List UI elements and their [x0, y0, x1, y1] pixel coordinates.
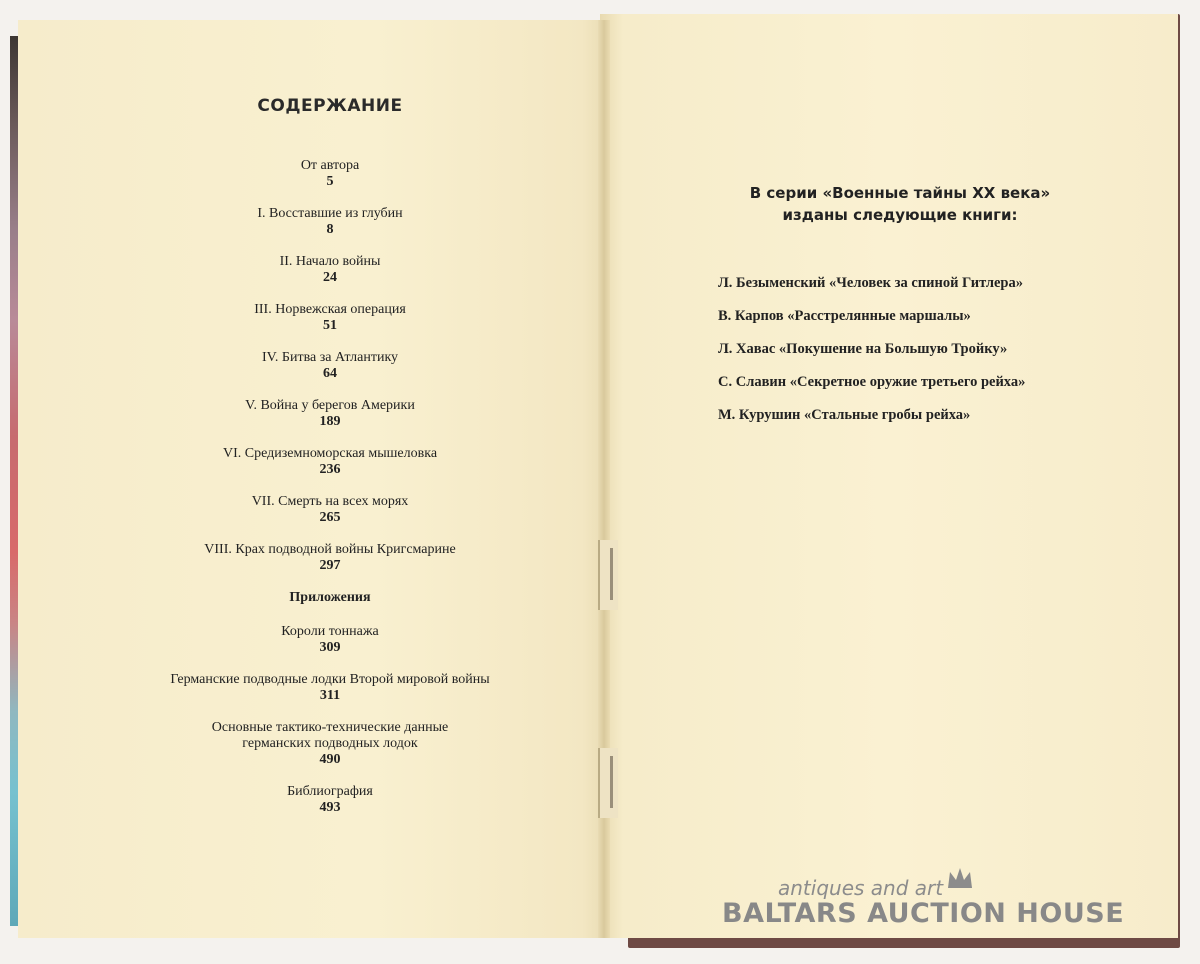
toc-entry-page: 5: [326, 174, 334, 189]
toc-entry-page: 265: [319, 510, 341, 525]
series-list-block: [690, 182, 1110, 439]
series-book-item: В. Карпов «Расстрелянные маршалы»: [718, 308, 971, 324]
toc-entry-label: Библиография: [287, 784, 373, 799]
series-heading-line2: изданы следующие книги:: [782, 206, 1018, 224]
toc-entry-label: Германские подводные лодки Второй мировой войны: [170, 672, 490, 687]
toc-entry: [130, 158, 530, 190]
toc-entry-page: 51: [323, 318, 337, 333]
toc-entry-label: III. Норвежская операция: [254, 302, 406, 317]
series-book-item: М. Курушин «Стальные гробы рейха»: [718, 407, 971, 423]
toc-entry-label: VIII. Крах подводной войны Кригсмарине: [204, 542, 456, 557]
toc-entry-page: 24: [323, 270, 337, 285]
watermark-tagline: antiques and art: [778, 876, 944, 900]
series-book-item: С. Славин «Секретное оружие третьего рейха»: [718, 374, 1026, 390]
torn-binding-lower: [598, 748, 618, 818]
series-book-item: Л. Хавас «Покушение на Большую Тройку»: [718, 341, 1008, 357]
series-heading-line1: В серии «Военные тайны XX века»: [749, 184, 1051, 202]
toc-entry: [130, 302, 530, 334]
crown-icon: [946, 866, 974, 892]
toc-entry-page: 490: [319, 752, 341, 767]
toc-entry: [130, 254, 530, 286]
binding-thread-upper: [610, 548, 613, 600]
toc-entry-label: IV. Битва за Атлантику: [261, 350, 399, 365]
toc-entry: [130, 672, 530, 704]
toc-entry-label: VI. Средиземноморская мышеловка: [222, 446, 438, 461]
toc-title: СОДЕРЖАНИЕ: [257, 96, 403, 116]
toc-entry-page: 189: [319, 414, 341, 429]
toc-entry-page: 64: [323, 366, 337, 381]
auction-house-watermark: [718, 862, 1138, 942]
right-page: [600, 14, 1178, 938]
toc-section-appendices: Приложения: [289, 590, 371, 605]
toc-entry-label: От автора: [300, 158, 360, 173]
toc-entry-label: VII. Смерть на всех морях: [251, 494, 409, 509]
toc-entry-label: I. Восставшие из глубин: [257, 206, 403, 221]
toc-chapter-list: [130, 158, 530, 574]
table-of-contents: [130, 96, 530, 832]
toc-entry-page: 236: [319, 462, 341, 477]
toc-entry: [130, 446, 530, 478]
toc-entry: [130, 720, 530, 768]
toc-entry-label: V. Война у берегов Америки: [245, 398, 415, 413]
toc-entry-page: 297: [319, 558, 341, 573]
torn-binding-upper: [598, 540, 618, 610]
toc-entry: [130, 542, 530, 574]
toc-appendix-list: [130, 624, 530, 816]
toc-entry-label: Короли тоннажа: [281, 624, 379, 639]
toc-entry-page: 8: [326, 222, 334, 237]
toc-entry-page: 493: [319, 800, 341, 815]
toc-entry-label-line2: германских подводных лодок: [242, 736, 418, 751]
toc-entry: [130, 206, 530, 238]
series-heading: [690, 182, 1110, 226]
toc-entry-label-line1: Основные тактико-технические данные: [211, 720, 449, 735]
binding-thread-lower: [610, 756, 613, 808]
toc-entry: [130, 784, 530, 816]
toc-entry: [130, 398, 530, 430]
toc-entry-page: 311: [319, 688, 341, 703]
series-book-item: Л. Безыменский «Человек за спиной Гитлера»: [718, 275, 1023, 291]
watermark-name: BALTARS AUCTION HOUSE: [722, 898, 1125, 929]
toc-entry-page: 309: [319, 640, 341, 655]
toc-entry-label: II. Начало войны: [279, 254, 381, 269]
toc-entry: [130, 350, 530, 382]
toc-entry: [130, 494, 530, 526]
toc-entry: [130, 624, 530, 656]
series-book-list: [690, 274, 1110, 424]
